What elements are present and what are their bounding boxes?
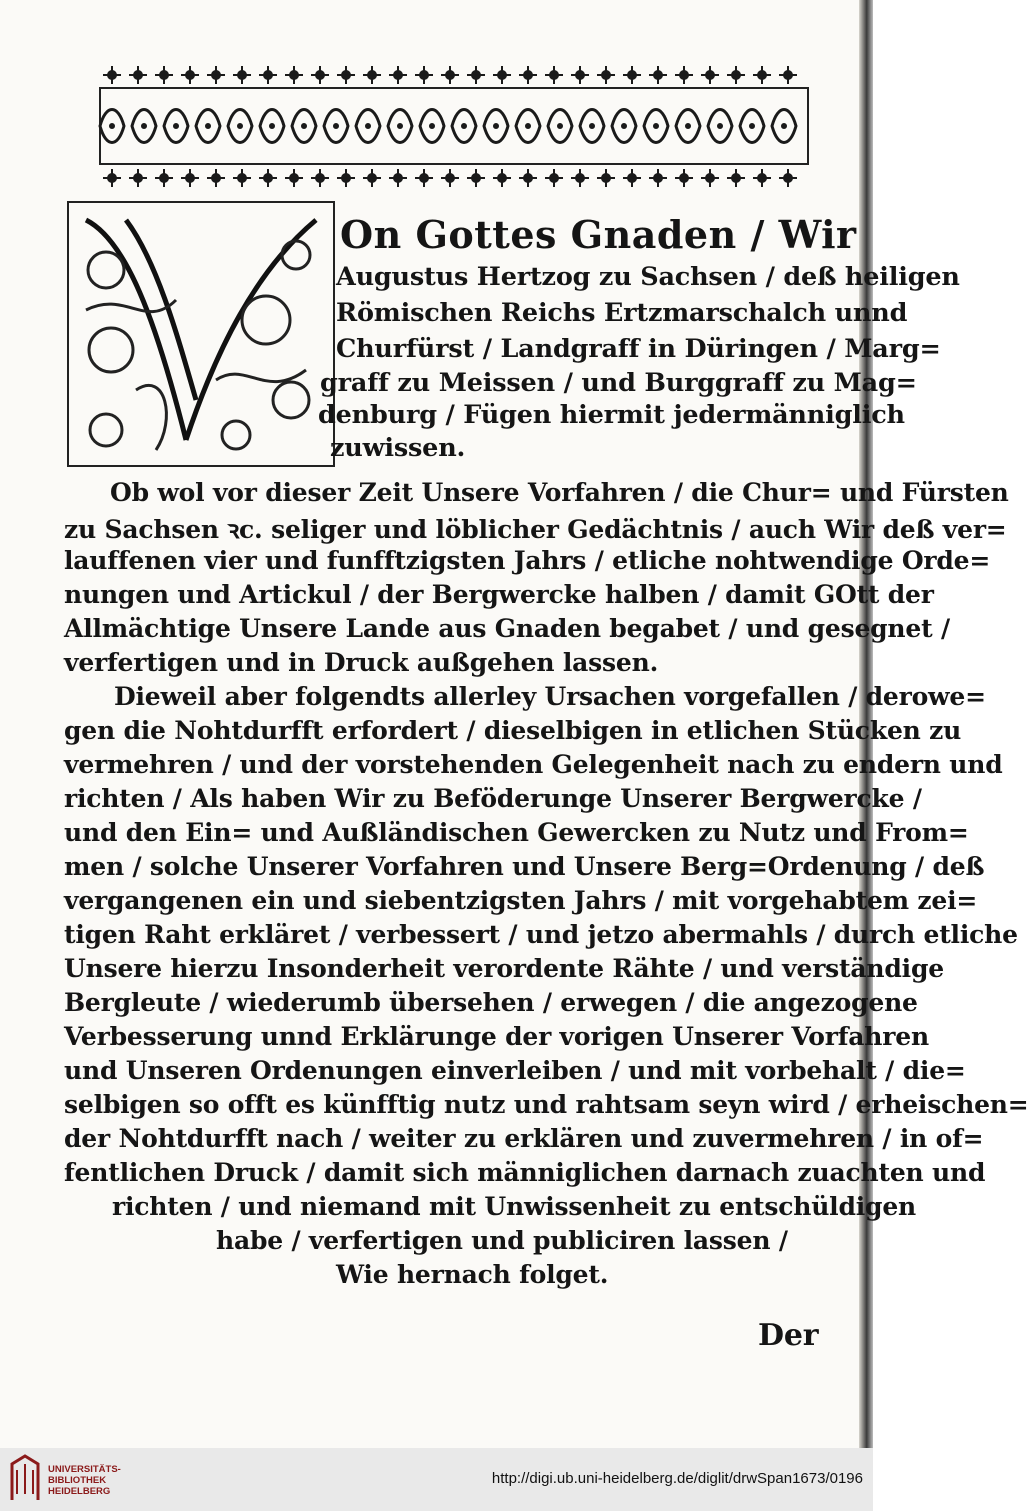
text-line: gen die Nohtdurfft erfordert / dieselbigen in etlichen Stücken zu (64, 716, 962, 745)
fleuron-icon (727, 66, 745, 84)
source-url[interactable]: http://digi.ub.uni-heidelberg.de/diglit/drwSpan1673/0196 (491, 1470, 863, 1487)
text-line: Dieweil aber folgendts allerley Ursachen vorgefallen / derowe= (114, 682, 986, 711)
text-line: lauffenen vier und funfftzigsten Jahrs / etliche nohtwendige Orde= (64, 546, 991, 575)
fleuron-icon (623, 169, 641, 187)
fleuron-icon (649, 169, 667, 187)
fleuron-icon (545, 66, 563, 84)
knot-center-icon (301, 123, 307, 129)
knot-center-icon (717, 123, 723, 129)
text-line: Ob wol vor dieser Zeit Unsere Vorfahren / die Chur= und Fürsten (110, 478, 1009, 507)
text-line: vergangenen ein und siebentzigsten Jahrs / mit vorgehabtem zei= (64, 886, 978, 915)
fleuron-icon (753, 169, 771, 187)
fleuron-icon (389, 66, 407, 84)
fleuron-icon (415, 169, 433, 187)
text-line: fentlichen Druck / damit sich männiglichen darnach zuachten und (64, 1158, 986, 1187)
fleuron-icon (467, 169, 485, 187)
fleuron-icon (441, 66, 459, 84)
fleuron-icon (311, 66, 329, 84)
fleuron-icon (285, 169, 303, 187)
fleuron-icon (519, 66, 537, 84)
knot-center-icon (429, 123, 435, 129)
fleuron-icon (337, 66, 355, 84)
fleuron-icon (545, 169, 563, 187)
knot-center-icon (621, 123, 627, 129)
fleuron-icon (701, 66, 719, 84)
knot-center-icon (589, 123, 595, 129)
fleuron-icon (441, 169, 459, 187)
fleuron-icon (103, 169, 121, 187)
knot-center-icon (461, 123, 467, 129)
fleuron-icon (285, 66, 303, 84)
fleuron-icon (649, 66, 667, 84)
knot-center-icon (653, 123, 659, 129)
fleuron-icon (493, 66, 511, 84)
catchword: Der (758, 1318, 819, 1353)
fleuron-icon (233, 66, 251, 84)
knot-center-icon (333, 123, 339, 129)
text-line: Bergleute / wiederumb übersehen / erwegen / die angezogene (64, 988, 918, 1017)
fleuron-icon (753, 66, 771, 84)
heading-line: Churfürst / Landgraff in Düringen / Marg= (336, 334, 941, 364)
fleuron-icon (311, 169, 329, 187)
fleuron-icon (493, 169, 511, 187)
text-line: tigen Raht erkläret / verbessert / und jetzo abermahls / durch etliche (64, 920, 1018, 949)
fleuron-icon (467, 66, 485, 84)
knot-center-icon (205, 123, 211, 129)
text-line: nungen und Artickul / der Bergwercke halben / damit GOtt der (64, 580, 934, 609)
decorative-border-icon (100, 62, 808, 192)
fleuron-icon (597, 169, 615, 187)
fleuron-icon (415, 66, 433, 84)
fleuron-icon (363, 169, 381, 187)
text-line: verfertigen und in Druck außgehen lassen. (64, 648, 659, 677)
fleuron-icon (181, 169, 199, 187)
fleuron-icon (103, 66, 121, 84)
text-line: Unsere hierzu Insonderheit verordente Rähte / und verständige (64, 954, 944, 983)
text-line: men / solche Unserer Vorfahren und Unsere Berg=Ordenung / deß (64, 852, 985, 881)
text-line: und Unseren Ordenungen einverleiben / und mit vorbehalt / die= (64, 1056, 966, 1085)
fleuron-icon (337, 169, 355, 187)
fleuron-icon (727, 169, 745, 187)
text-line: Verbesserung unnd Erklärunge der vorigen Unserer Vorfahren (64, 1022, 929, 1051)
fleuron-icon (129, 66, 147, 84)
fleuron-icon (207, 66, 225, 84)
fleuron-icon (155, 169, 173, 187)
knot-center-icon (173, 123, 179, 129)
fleuron-icon (675, 66, 693, 84)
knot-center-icon (493, 123, 499, 129)
heading-line: On Gottes Gnaden / Wir (340, 212, 857, 257)
fleuron-icon (675, 169, 693, 187)
heading-line: Augustus Hertzog zu Sachsen / deß heiligen (336, 262, 960, 292)
fleuron-icon (597, 66, 615, 84)
library-name: UNIVERSITÄTS- BIBLIOTHEK HEIDELBERG (48, 1464, 121, 1497)
knot-center-icon (749, 123, 755, 129)
fleuron-icon (519, 169, 537, 187)
knot-center-icon (141, 123, 147, 129)
text-line: habe / verfertigen und publiciren lassen / (216, 1226, 788, 1255)
fleuron-icon (155, 66, 173, 84)
fleuron-icon (259, 169, 277, 187)
ornamental-initial-icon (66, 200, 336, 468)
fleuron-icon (233, 169, 251, 187)
knot-center-icon (557, 123, 563, 129)
knot-center-icon (685, 123, 691, 129)
fleuron-icon (571, 169, 589, 187)
text-line: vermehren / und der vorstehenden Gelegenheit nach zu endern und (64, 750, 1003, 779)
heading-line: denburg / Fügen hiermit jedermänniglich (318, 400, 905, 430)
knot-center-icon (109, 123, 115, 129)
text-line: richten / und niemand mit Unwissenheit zu entschüldigen (112, 1192, 917, 1221)
text-line: selbigen so offt es künfftig nutz und rahtsam seyn wird / erheischen= (64, 1090, 1029, 1119)
fleuron-icon (181, 66, 199, 84)
university-library-logo-icon (8, 1454, 42, 1504)
fleuron-icon (779, 66, 797, 84)
knot-center-icon (269, 123, 275, 129)
text-line: Allmächtige Unsere Lande aus Gnaden begabet / und gesegnet / (64, 614, 950, 643)
fleuron-icon (259, 66, 277, 84)
knot-center-icon (525, 123, 531, 129)
fleuron-icon (389, 169, 407, 187)
text-line: und den Ein= und Außländischen Gewercken zu Nutz und From= (64, 818, 969, 847)
text-line: richten / Als haben Wir zu Beföderunge Unserer Bergwercke / (64, 784, 922, 813)
text-line: der Nohtdurfft nach / weiter zu erklären und zuvermehren / in of= (64, 1124, 984, 1153)
fleuron-icon (779, 169, 797, 187)
knot-center-icon (397, 123, 403, 129)
heading-line: zuwissen. (330, 433, 466, 463)
text-line: zu Sachsen ꝛc. seliger und löblicher Gedächtnis / auch Wir deß ver= (64, 515, 1007, 544)
fleuron-icon (701, 169, 719, 187)
knot-center-icon (237, 123, 243, 129)
heading-line: graff zu Meissen / und Burggraff zu Mag= (320, 368, 917, 398)
fleuron-icon (129, 169, 147, 187)
knot-center-icon (781, 123, 787, 129)
fleuron-icon (623, 66, 641, 84)
fleuron-icon (363, 66, 381, 84)
heading-line: Römischen Reichs Ertzmarschalch unnd (336, 298, 908, 328)
fleuron-icon (207, 169, 225, 187)
knot-center-icon (365, 123, 371, 129)
fleuron-icon (571, 66, 589, 84)
text-line: Wie hernach folget. (336, 1260, 609, 1289)
